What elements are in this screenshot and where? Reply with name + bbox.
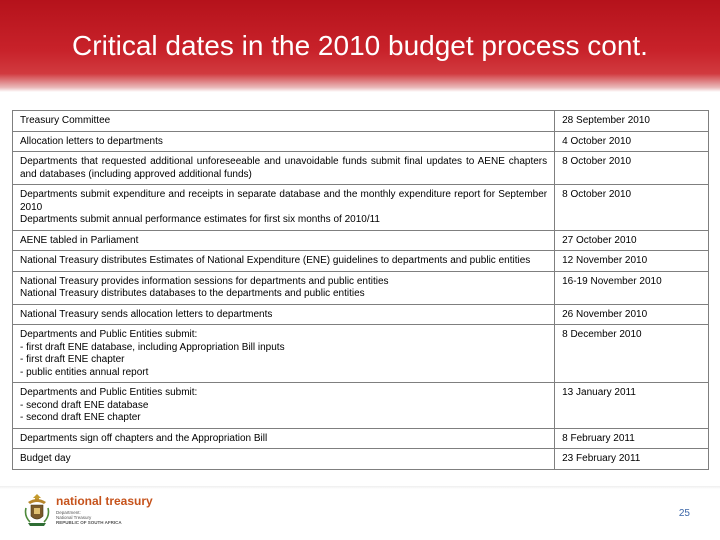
table-row [13, 449, 709, 470]
activity-line: Departments submit annual performance estimates for first six months of 2010/11 [20, 214, 380, 225]
table-row [13, 152, 709, 185]
logo-wordmark: national treasury [56, 494, 153, 508]
slide-title: Critical dates in the 2010 budget process cont. [72, 30, 648, 61]
date-cell: 27 October 2010 [555, 230, 709, 251]
table-row [13, 325, 709, 383]
date-cell: 8 October 2010 [555, 185, 709, 231]
coat-of-arms-icon [22, 492, 52, 528]
activity-cell [13, 111, 555, 132]
activity-cell [13, 230, 555, 251]
activity-cell [13, 449, 555, 470]
table-row [13, 251, 709, 272]
activity-cell [13, 131, 555, 152]
activity-line: National Treasury sends allocation letters to departments [20, 308, 273, 320]
activity-cell [13, 152, 555, 185]
footer-divider [0, 486, 720, 489]
national-treasury-logo [14, 490, 153, 530]
table-row [13, 304, 709, 325]
activity-line: Departments and Public Entities submit: [20, 329, 198, 340]
activity-cell [13, 304, 555, 325]
table-row [13, 271, 709, 304]
table-row [13, 230, 709, 251]
table-row [13, 428, 709, 449]
activity-line: - second draft ENE chapter [20, 412, 141, 423]
activity-cell [13, 383, 555, 429]
activity-line: Departments sign off chapters and the Appropriation Bill [20, 432, 268, 444]
date-cell: 13 January 2011 [555, 383, 709, 429]
activity-line: AENE tabled in Parliament [20, 234, 139, 246]
table-row [13, 111, 709, 132]
critical-dates-table [12, 110, 709, 470]
page-number: 25 [678, 508, 690, 519]
activity-line: - first draft ENE database, including Appropriation Bill inputs [20, 341, 285, 353]
date-cell: 16-19 November 2010 [555, 271, 709, 304]
date-cell: 8 February 2011 [555, 428, 709, 449]
activity-cell [13, 251, 555, 272]
activity-line: - public entities annual report [20, 366, 149, 378]
activity-line: National Treasury distributes Estimates of National Expenditure (ENE) guidelines to departments and public entities [20, 255, 531, 266]
logo-subline: Department: [56, 510, 81, 515]
date-cell: 28 September 2010 [555, 111, 709, 132]
date-cell: 8 December 2010 [555, 325, 709, 383]
table-row [13, 383, 709, 429]
date-cell: 8 October 2010 [555, 152, 709, 185]
logo-subline: REPUBLIC OF SOUTH AFRICA [56, 520, 122, 525]
activity-cell [13, 185, 555, 231]
date-cell: 4 October 2010 [555, 131, 709, 152]
date-cell: 26 November 2010 [555, 304, 709, 325]
activity-line: National Treasury provides information sessions for departments and public entities [20, 275, 389, 287]
date-cell: 23 February 2011 [555, 449, 709, 470]
activity-line: Budget day [20, 453, 71, 464]
table-row [13, 131, 709, 152]
date-cell: 12 November 2010 [555, 251, 709, 272]
activity-cell [13, 325, 555, 383]
activity-line: - second draft ENE database [20, 399, 149, 411]
activity-line: Allocation letters to departments [20, 135, 163, 147]
activity-line: Treasury Committee [20, 115, 111, 126]
activity-line: National Treasury distributes databases to the departments and public entities [20, 288, 365, 299]
table-row [13, 185, 709, 231]
activity-cell [13, 271, 555, 304]
activity-line: - first draft ENE chapter [20, 354, 125, 365]
activity-line: Departments that requested additional unforeseeable and unavoidable funds submit final updates to AENE chapters and databases (including approved additional funds) [20, 156, 548, 180]
activity-cell [13, 428, 555, 449]
activity-line: Departments and Public Entities submit: [20, 387, 198, 398]
activity-line: Departments submit expenditure and receipts in separate database and the monthly expenditure report for September 2010 [20, 189, 548, 213]
logo-subline: National Treasury [56, 515, 92, 520]
